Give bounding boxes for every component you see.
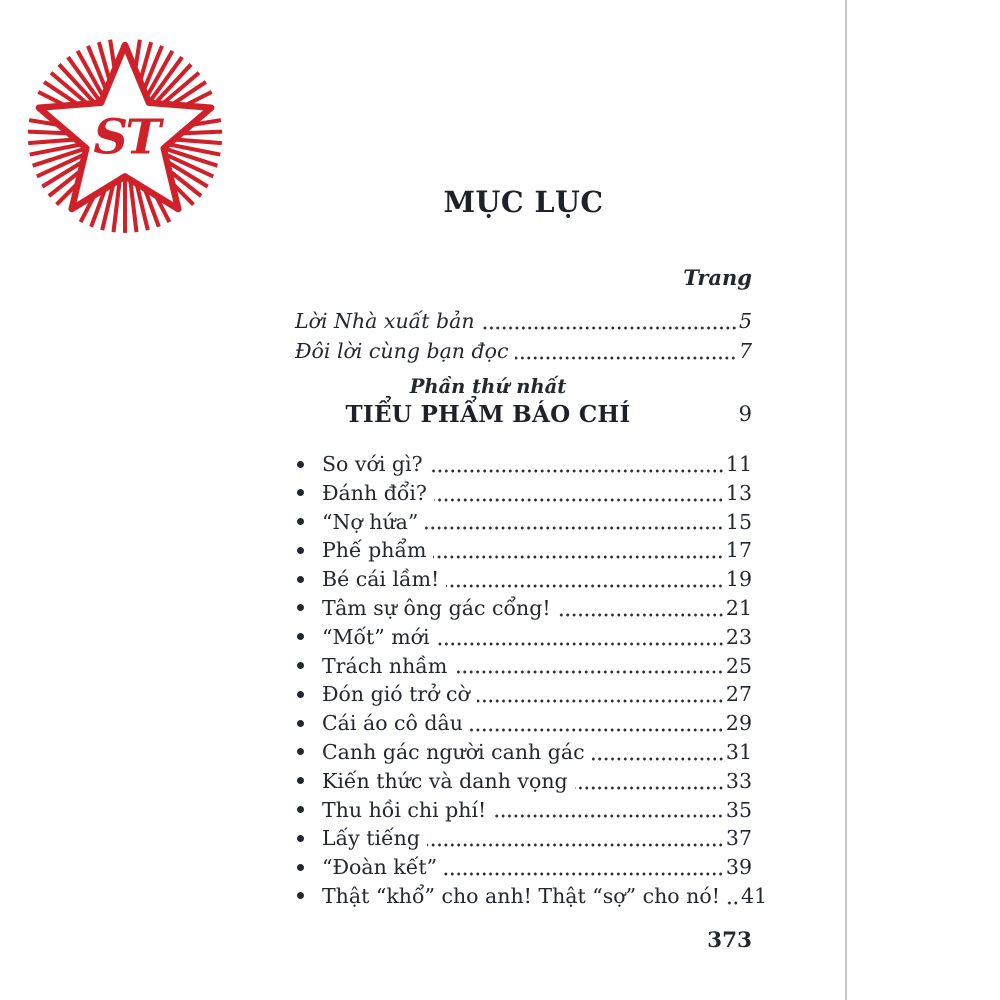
toc-row — [295, 853, 752, 882]
bullet-icon — [297, 633, 304, 640]
toc-row — [295, 623, 752, 652]
dot-leader — [477, 697, 724, 705]
entry-page-number: 13 — [725, 480, 752, 505]
bullet-icon — [297, 720, 304, 727]
entry-label: Phế phẩm — [322, 538, 427, 563]
bullet-icon — [297, 461, 304, 468]
section-title: TIỂU PHẨM BÁO CHÍ — [345, 401, 631, 428]
toc-row — [295, 738, 752, 767]
dot-leader — [470, 726, 724, 734]
dot-leader — [427, 841, 724, 849]
dot-leader — [437, 640, 724, 648]
toc-row — [295, 824, 752, 853]
publisher-logo — [14, 18, 236, 246]
dot-leader — [434, 496, 724, 504]
entry-label: Bé cái lầm! — [322, 567, 440, 592]
section-heading-block — [295, 376, 752, 429]
bullet-icon — [297, 892, 304, 899]
toc-row — [295, 594, 752, 623]
entry-label: “Mốt” mới — [322, 624, 430, 649]
entry-label: Đánh đổi? — [322, 480, 427, 505]
entry-page-number: 23 — [725, 624, 752, 649]
bullet-icon — [297, 547, 304, 554]
toc-row — [295, 508, 752, 537]
entry-label: Tâm sự ông gác cổng! — [322, 595, 551, 620]
dot-leader — [727, 899, 739, 907]
entry-label: So với gì? — [322, 452, 423, 476]
bullet-icon — [297, 518, 304, 525]
entry-page-number: 5 — [738, 309, 752, 333]
dot-leader — [482, 324, 737, 332]
dot-leader — [430, 467, 724, 475]
toc-row — [295, 336, 752, 366]
entry-page-number: 31 — [725, 739, 752, 764]
bullet-icon — [297, 777, 304, 784]
bullet-icon — [297, 806, 304, 813]
bullet-icon — [297, 604, 304, 611]
page-edge-line — [845, 0, 847, 1000]
toc-row — [295, 709, 752, 738]
entry-page-number: 37 — [725, 826, 752, 851]
page-column-header: Trang — [683, 265, 752, 290]
entry-page-number: 19 — [725, 567, 752, 592]
star-logo — [14, 18, 236, 246]
entry-label: Đón gió trở cờ — [322, 682, 470, 707]
front-matter-list — [295, 306, 752, 366]
entry-label: “Nợ hứa” — [322, 509, 419, 534]
page-folio: 373 — [707, 928, 752, 953]
bullet-icon — [297, 489, 304, 496]
bullet-icon — [297, 662, 304, 669]
toc-row — [295, 767, 752, 796]
table-of-contents — [295, 0, 768, 1000]
toc-row — [295, 565, 752, 594]
dot-leader — [433, 553, 723, 561]
toc-row — [295, 882, 768, 911]
entry-page-number: 17 — [725, 538, 752, 563]
page-title: MỤC LỤC — [443, 185, 604, 219]
toc-row — [295, 536, 752, 565]
section-part-label: Phần thứ nhất — [409, 375, 567, 398]
entry-label: Trách nhầm — [322, 653, 448, 678]
entry-label: Thu hồi chi phí! — [322, 797, 487, 822]
entry-page-number: 7 — [738, 339, 752, 363]
entry-label: Lấy tiếng — [322, 826, 421, 851]
entry-label: Đôi lời cùng bạn đọc — [295, 339, 509, 363]
entry-page-number: 41 — [740, 883, 768, 908]
bullet-icon — [297, 835, 304, 842]
logo-monogram: ST — [93, 109, 159, 166]
entry-page-number: 35 — [725, 797, 752, 822]
toc-row — [295, 796, 752, 825]
dot-leader — [575, 784, 724, 792]
entry-label: “Đoàn kết” — [322, 855, 438, 880]
toc-row — [295, 450, 752, 479]
bullet-icon — [297, 691, 304, 698]
entry-label: Thật “khổ” cho anh! Thật “sợ” cho nó! — [322, 883, 720, 908]
entry-label: Cái áo cô dâu — [322, 711, 463, 736]
entry-page-number: 11 — [725, 452, 752, 476]
entry-page-number: 39 — [725, 855, 752, 880]
dot-leader — [446, 582, 724, 590]
section-page-number: 9 — [738, 402, 752, 426]
entry-label: Lời Nhà xuất bản — [295, 309, 475, 333]
entry-page-number: 33 — [725, 768, 752, 793]
entry-label: Kiến thức và danh vọng — [322, 768, 568, 793]
entry-page-number: 25 — [725, 653, 752, 678]
entry-page-number: 15 — [725, 509, 752, 534]
dot-leader — [515, 354, 736, 362]
dot-leader — [425, 524, 724, 532]
entry-page-number: 29 — [725, 711, 752, 736]
entry-label: Canh gác người canh gác — [322, 739, 585, 764]
dot-leader — [454, 668, 724, 676]
dot-leader — [444, 870, 724, 878]
toc-row — [295, 680, 752, 709]
bullet-icon — [297, 748, 304, 755]
bullet-icon — [297, 864, 304, 871]
entry-page-number: 27 — [725, 682, 752, 707]
dot-leader — [558, 611, 724, 619]
entry-page-number: 21 — [725, 595, 752, 620]
bullet-icon — [297, 576, 304, 583]
toc-row — [295, 306, 752, 336]
toc-row — [295, 652, 752, 681]
entries-list — [295, 450, 768, 911]
dot-leader — [592, 755, 724, 763]
toc-row — [295, 479, 752, 508]
dot-leader — [493, 812, 724, 820]
